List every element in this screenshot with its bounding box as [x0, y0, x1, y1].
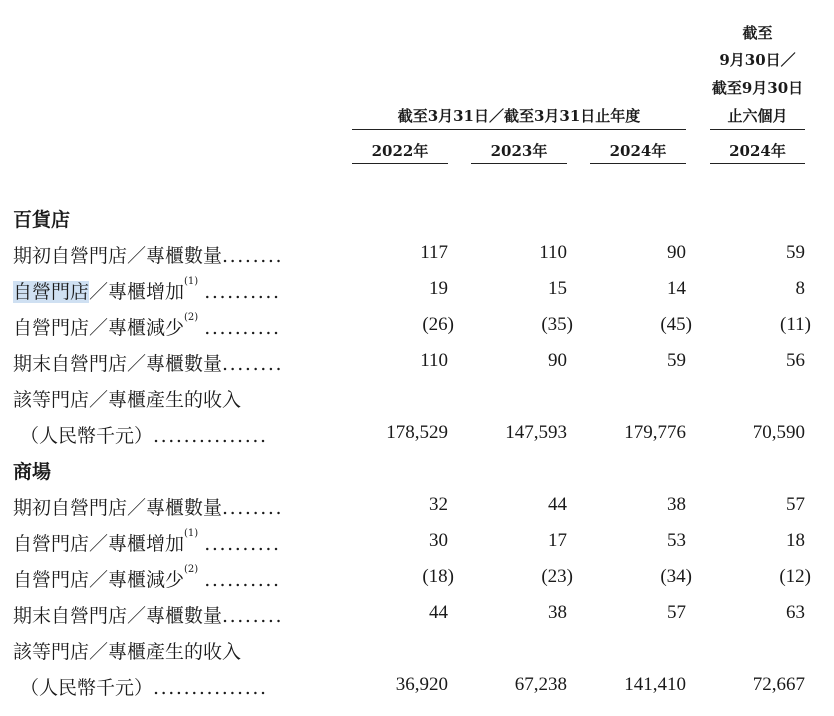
table-cell: (35)	[541, 314, 573, 335]
row-label-unit: （人民幣千元）...............	[20, 677, 268, 699]
table-cell: (23)	[541, 566, 573, 587]
table-cell: (34)	[660, 566, 692, 587]
row-label: 該等門店／專櫃產生的收入	[13, 641, 242, 663]
header-last-col-line-1: 截至	[742, 24, 773, 42]
table-cell: 56	[786, 350, 805, 371]
table-cell: 110	[539, 242, 567, 263]
table-cell: (12)	[779, 566, 811, 587]
table-cell: 38	[667, 494, 686, 515]
table-cell: 67,238	[514, 674, 567, 695]
footnote-marker: (2)	[184, 312, 199, 323]
table-cell: 38	[548, 602, 567, 623]
year-rule-1	[352, 163, 448, 164]
table-cell: 36,920	[395, 674, 448, 695]
table-cell: 179,776	[624, 422, 686, 443]
year-2023: 2023年	[490, 142, 548, 160]
table-cell: 32	[429, 494, 448, 515]
row-label: 自營門店／專櫃減少$^{(2)}$ ..........	[13, 312, 281, 339]
section-title-shopping-mall: 商場	[13, 461, 52, 483]
table-cell: 110	[420, 350, 448, 371]
table-cell: (26)	[422, 314, 454, 335]
table-cell: 14	[667, 278, 686, 299]
row-label: 自營門店／專櫃增加$^{(1)}$ ..........	[13, 276, 281, 303]
header-last-col-line-4: 止六個月	[727, 107, 788, 125]
header-last-col-rule	[710, 129, 805, 130]
table-cell: 63	[786, 602, 805, 623]
table-cell: 44	[548, 494, 567, 515]
year-2024: 2024年	[609, 142, 667, 160]
year-2022: 2022年	[371, 142, 429, 160]
table-cell: 30	[429, 530, 448, 551]
header-last-col-line-2: 9月30日／	[719, 51, 796, 69]
table-cell: 70,590	[752, 422, 805, 443]
table-cell: 178,529	[386, 422, 448, 443]
footnote-marker: (2)	[184, 564, 199, 575]
table-cell: (18)	[422, 566, 454, 587]
table-cell: 141,410	[624, 674, 686, 695]
table-cell: 59	[786, 242, 805, 263]
table-cell: 18	[786, 530, 805, 551]
row-label: 期末自營門店／專櫃數量........	[13, 353, 284, 375]
table-cell: 44	[429, 602, 448, 623]
table-cell: 57	[667, 602, 686, 623]
table-cell: (11)	[780, 314, 811, 335]
row-label: 期末自營門店／專櫃數量........	[13, 605, 284, 627]
footnote-marker: (1)	[184, 528, 199, 539]
table-cell: 147,593	[505, 422, 567, 443]
row-label: 自營門店／專櫃增加$^{(1)}$ ..........	[13, 528, 281, 555]
table-cell: 59	[667, 350, 686, 371]
table-cell: 15	[548, 278, 567, 299]
header-last-col-line-3: 截至9月30日	[711, 79, 804, 97]
year-rule-2	[471, 163, 567, 164]
table-cell: 17	[548, 530, 567, 551]
header-group-rule	[352, 129, 686, 130]
row-label: 期初自營門店／專櫃數量........	[13, 497, 284, 519]
year-2024-six-months: 2024年	[729, 142, 786, 160]
year-rule-4	[710, 163, 805, 164]
header-period-group: 截至3月31日／截至3月31日止年度	[397, 107, 641, 125]
table-cell: (45)	[660, 314, 692, 335]
year-rule-3	[590, 163, 686, 164]
row-label: 自營門店／專櫃減少$^{(2)}$ ..........	[13, 564, 281, 591]
row-label-unit: （人民幣千元）...............	[20, 425, 268, 447]
table-cell: 90	[548, 350, 567, 371]
table-cell: 72,667	[752, 674, 805, 695]
table-cell: 57	[786, 494, 805, 515]
section-title-department-store: 百貨店	[13, 209, 71, 231]
table-cell: 19	[429, 278, 448, 299]
table-cell: 90	[667, 242, 686, 263]
footnote-marker: (1)	[184, 276, 199, 287]
row-label: 該等門店／專櫃產生的收入	[13, 389, 242, 411]
row-label: 期初自營門店／專櫃數量........	[13, 245, 284, 267]
text-selection-highlight[interactable]: 自營門店	[13, 281, 90, 303]
table-cell: 8	[795, 278, 805, 299]
table-cell: 53	[667, 530, 686, 551]
table-cell: 117	[420, 242, 448, 263]
